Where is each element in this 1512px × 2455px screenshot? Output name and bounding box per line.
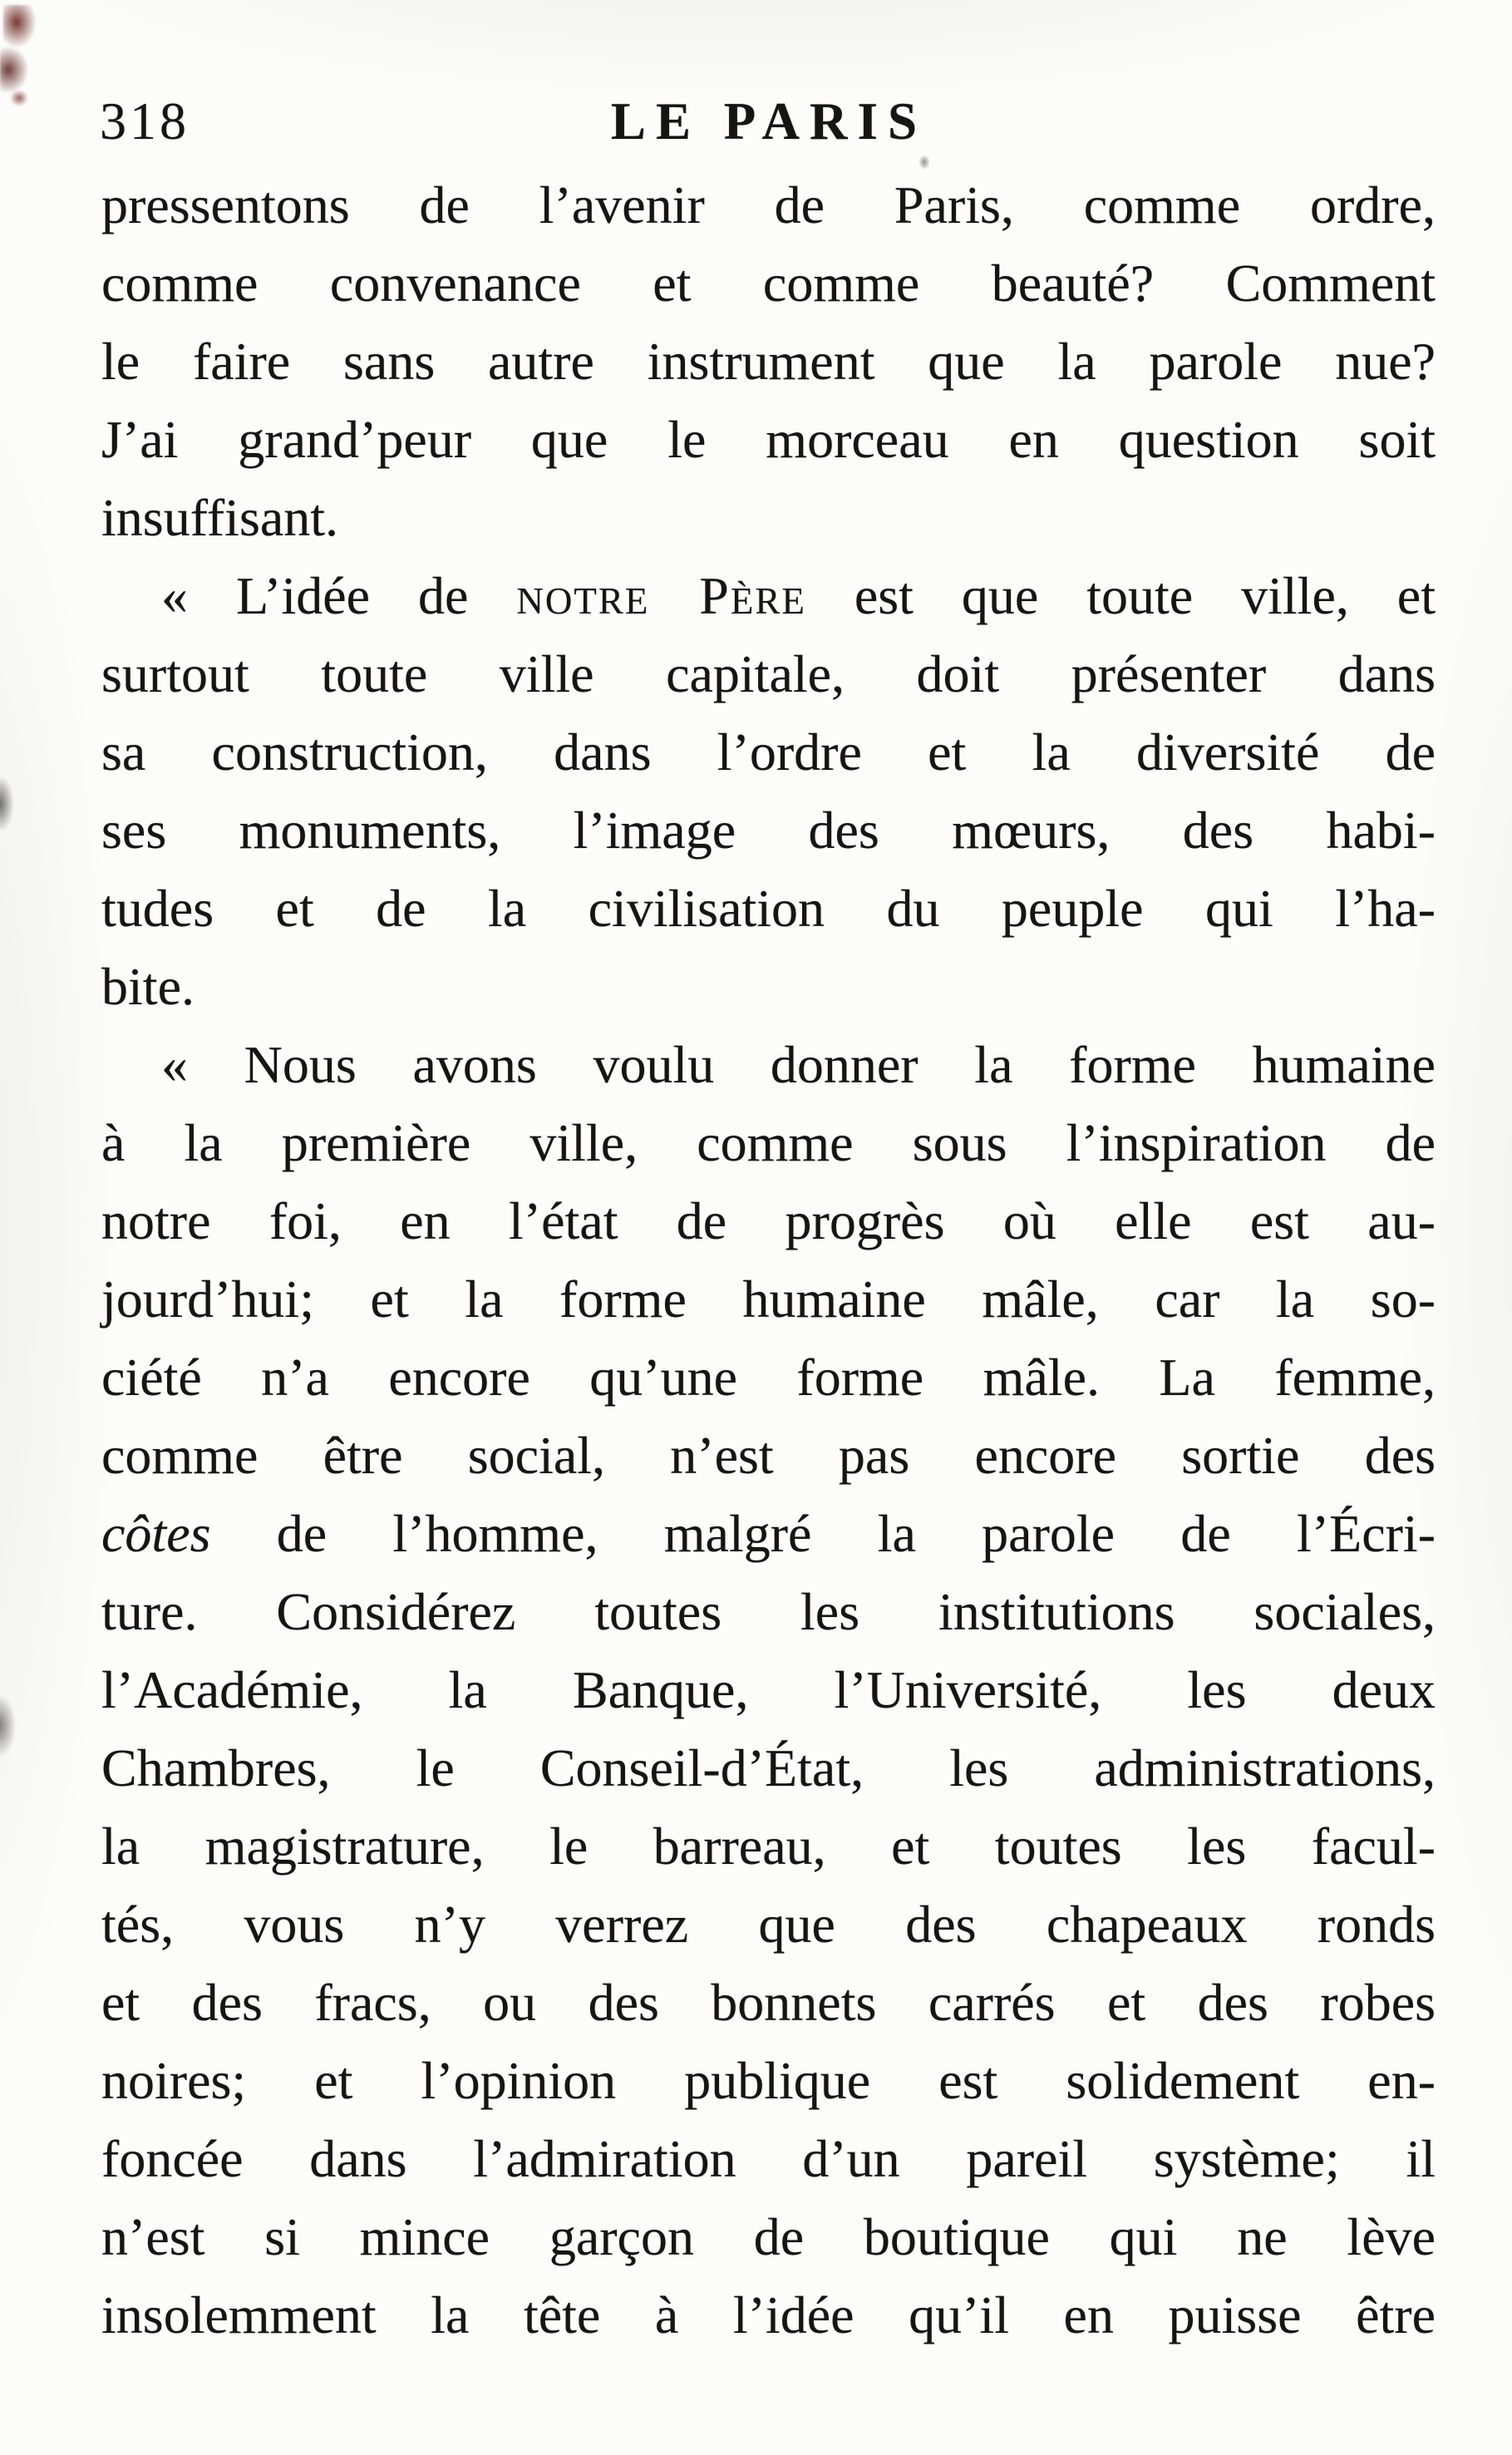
text-segment: l’Académie, la Banque, l’Université, les deux: [101, 1660, 1436, 1719]
text-segment: est que toute ville, et: [805, 566, 1436, 625]
text-segment: sa construction, dans l’ordre et la diversité de: [101, 722, 1436, 781]
italic-text: côtes: [101, 1504, 211, 1563]
running-title: LE PARIS: [610, 92, 928, 150]
text-line: [101, 401, 1436, 479]
text-line: [101, 2120, 1436, 2198]
smallcaps-text: notre Père: [516, 566, 806, 625]
text-segment: foncée dans l’admiration d’un pareil système; il: [101, 2129, 1436, 2188]
text-line: [101, 1104, 1436, 1182]
text-segment: ture. Considérez toutes les institutions sociales,: [101, 1582, 1436, 1641]
text-line: [101, 1260, 1436, 1338]
text-line: [101, 1417, 1436, 1495]
text-segment: à la première ville, comme sous l’inspiration de: [101, 1113, 1436, 1172]
text-segment: insuffisant.: [101, 488, 339, 547]
scan-artifact-edge-blob: [0, 1696, 15, 1756]
text-segment: ses monuments, l’image des mœurs, des habi-: [101, 801, 1436, 860]
text-segment: jourd’hui; et la forme humaine mâle, car la so-: [101, 1269, 1436, 1329]
scan-artifact-red-mark: [3, 5, 37, 48]
scan-artifact-edge-blob: [0, 777, 13, 831]
text-line: [101, 2276, 1436, 2354]
text-line: [101, 244, 1436, 323]
text-line: [101, 635, 1436, 713]
text-segment: insolemment la tête à l’idée qu’il en puisse être: [101, 2285, 1436, 2344]
text-line: [101, 791, 1436, 870]
text-line: [101, 1886, 1436, 1964]
text-segment: surtout toute ville capitale, doit présenter dans: [101, 644, 1436, 703]
text-line: [101, 1182, 1436, 1260]
text-segment: Chambres, le Conseil-d’État, les administrations,: [101, 1738, 1436, 1797]
text-line: [101, 1964, 1436, 2042]
text-segment: la magistrature, le barreau, et toutes les facul-: [101, 1817, 1436, 1876]
page-number: 318: [100, 91, 190, 150]
text-line: [101, 1338, 1436, 1417]
text-segment: tudes et de la civilisation du peuple qui l’ha-: [101, 879, 1436, 938]
text-line: [101, 1026, 1436, 1104]
text-segment: comme convenance et comme beauté? Comment: [101, 254, 1436, 313]
text-segment: le faire sans autre instrument que la parole nue?: [101, 332, 1436, 391]
text-segment: comme être social, n’est pas encore sortie des: [101, 1426, 1436, 1485]
text-segment: de l’homme, malgré la parole de l’Écri-: [210, 1504, 1436, 1563]
text-line: [101, 1651, 1436, 1729]
text-line: [101, 323, 1436, 401]
text-line: [101, 948, 1436, 1026]
text-line: [101, 1495, 1436, 1573]
text-line: [101, 166, 1436, 244]
running-head: [100, 80, 1438, 163]
text-segment: tés, vous n’y verrez que des chapeaux ronds: [101, 1895, 1436, 1954]
text-segment: bite.: [101, 957, 195, 1016]
text-segment: et des fracs, ou des bonnets carrés et des robes: [101, 1973, 1436, 2032]
text-segment: notre foi, en l’état de progrès où elle est au-: [101, 1191, 1436, 1250]
text-segment: pressentons de l’avenir de Paris, comme ordre,: [101, 175, 1436, 234]
text-segment: « L’idée de: [161, 566, 517, 625]
text-segment: « Nous avons voulu donner la forme humaine: [161, 1035, 1436, 1094]
text-line: [101, 870, 1436, 948]
scan-artifact-red-mark: [0, 47, 28, 93]
body-text: [101, 166, 1436, 2354]
text-line: [101, 1729, 1436, 1807]
text-line: [101, 557, 1436, 635]
text-line: [101, 1573, 1436, 1651]
text-line: [101, 479, 1436, 557]
text-line: [101, 1807, 1436, 1886]
text-line: [101, 2198, 1436, 2276]
scan-artifact-red-mark: [10, 90, 28, 106]
text-segment: J’ai grand’peur que le morceau en question soit: [101, 410, 1436, 469]
text-segment: ciété n’a encore qu’une forme mâle. La femme,: [101, 1348, 1436, 1407]
text-segment: noires; et l’opinion publique est solidement en-: [101, 2051, 1436, 2110]
text-line: [101, 713, 1436, 791]
text-segment: n’est si mince garçon de boutique qui ne lève: [101, 2207, 1436, 2266]
text-line: [101, 2042, 1436, 2120]
